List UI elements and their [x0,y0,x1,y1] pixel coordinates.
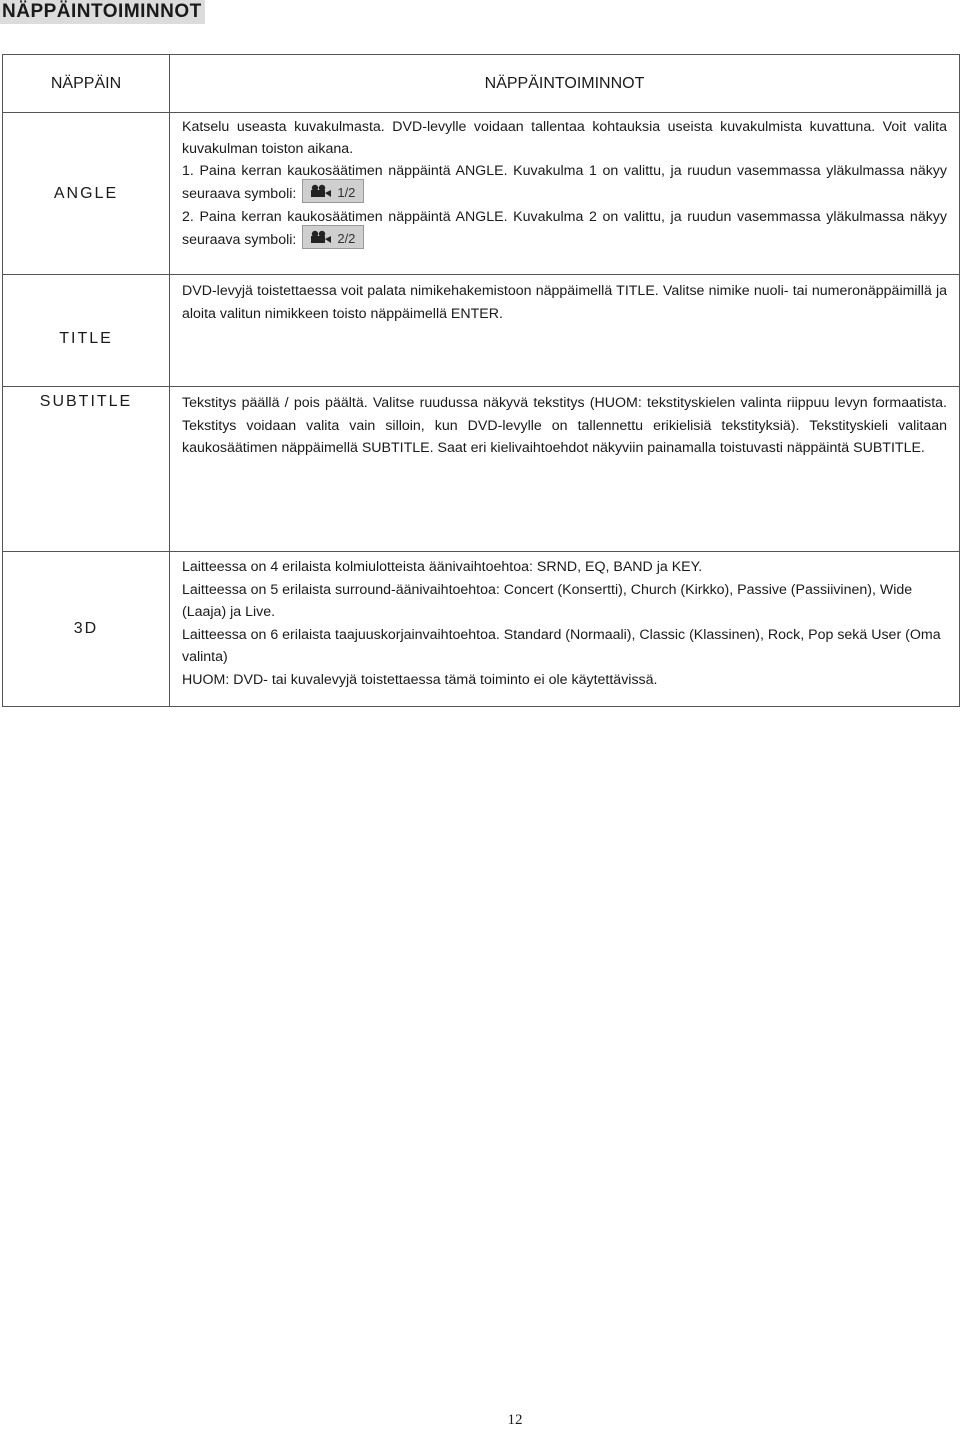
threed-line2: Laitteessa on 5 erilaista surround-äänivaihtoehtoa: Concert (Konsertti), Church (Kirkko), Passive (Passiivinen), Wide (Laaja) ja Live. [182,581,913,620]
subtitle-text: Tekstitys päällä / pois päältä. Valitse ruudussa näkyvä tekstitys (HUOM: tekstityskielen valinta riippuu levyn formaatista. Tekstitys voidaan valita vain silloin, kun DVD-levylle on tallennettu erikielisiä tekstityksiä). Tekstityskieli valitaan kaukosäätimen näppäimellä SUBTITLE. Saat eri kielivaihtoehdot näkyviin painamalla toistuvasti näppäintä SUBTITLE. [182,395,947,456]
table-row-title [3,275,960,387]
camera-icon [309,184,333,198]
threed-line1: Laitteessa on 4 erilaista kolmiulotteista äänivaihtoehtoa: SRND, EQ, BAND ja KEY. [182,559,703,575]
header-function: NÄPPÄINTOIMINNOT [170,55,960,113]
angle-step1: 1. Paina kerran kaukosäätimen näppäintä ANGLE. Kuvakulma 1 on valittu, ja ruudun vasemmassa yläkulmassa näkyy seuraava symboli: [182,163,947,202]
key-angle: ANGLE [3,113,170,275]
threed-line4: HUOM: DVD- tai kuvalevyjä toistettaessa tämä toiminto ei ole käytettävissä. [182,671,658,688]
angle-intro: Katselu useasta kuvakulmasta. DVD-levylle voidaan tallentaa kohtauksia useista kuvakulmista kuvattuna. Voit valita kuvakulman toiston aikana. [182,119,947,157]
header-key: NÄPPÄIN [3,55,170,113]
angle-symbol-2 [302,225,364,249]
angle-symbol-2-label: 2/2 [337,231,356,246]
page-title: NÄPPÄINTOIMINNOT [0,0,205,24]
angle-step2: 2. Paina kerran kaukosäätimen näppäintä ANGLE. Kuvakulma 2 on valittu, ja ruudun vasemmassa yläkulmassa näkyy seuraava symboli: [182,209,947,248]
desc-title [170,275,960,387]
key-functions-table [2,54,960,707]
desc-3d [170,552,960,707]
desc-subtitle [170,387,960,552]
key-title: TITLE [3,275,170,387]
key-3d: 3D [3,552,170,707]
angle-symbol-1-label: 1/2 [337,185,356,200]
key-subtitle: SUBTITLE [3,387,170,552]
camera-icon [309,230,333,244]
page-number: 12 [507,1412,523,1428]
angle-symbol-1 [302,179,364,203]
table-header-row [3,55,960,113]
threed-line3: Laitteessa on 6 erilaista taajuuskorjainvaihtoehtoa. Standard (Normaali), Classic (Klassinen), Rock, Pop sekä User (Oma valinta) [182,626,941,665]
table-row-3d [3,552,960,707]
desc-angle [170,113,960,275]
table-row-angle [3,113,960,275]
title-text: DVD-levyjä toistettaessa voit palata nimikehakemistoon näppäimellä TITLE. Valitse nimike nuoli- tai numeronäppäimillä ja aloita valitun nimikkeen toisto näppäimellä ENTER. [182,283,947,322]
table-row-subtitle [3,387,960,552]
